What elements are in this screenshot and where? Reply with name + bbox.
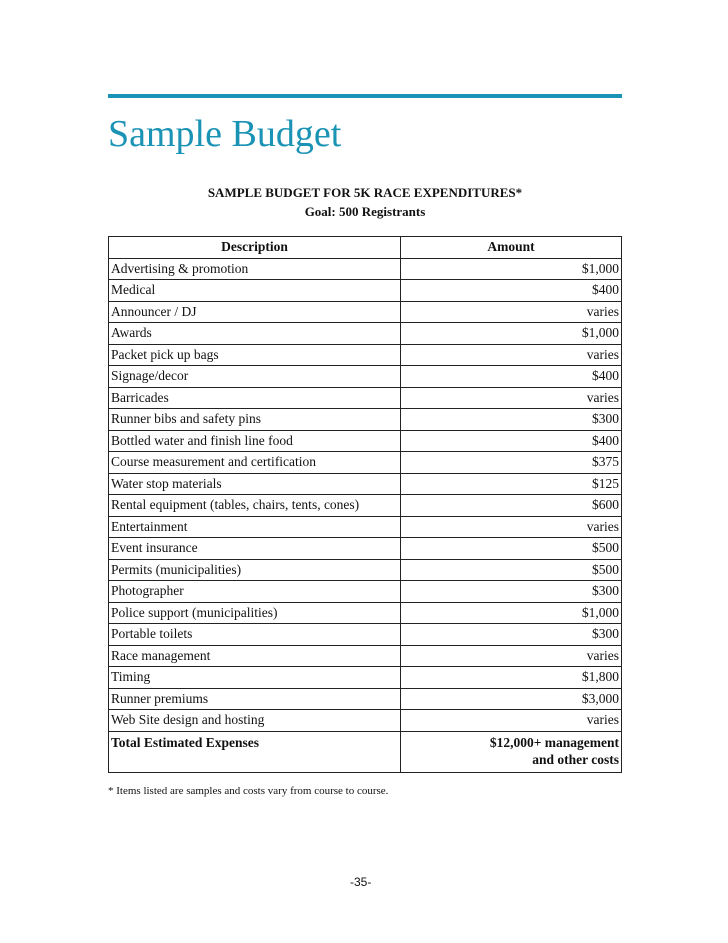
table-row (109, 323, 622, 345)
row-amount: $400 (401, 430, 622, 452)
row-description: Police support (municipalities) (109, 602, 401, 624)
row-description: Signage/decor (109, 366, 401, 388)
column-header-description: Description (109, 237, 401, 259)
table-row (109, 602, 622, 624)
row-amount: $600 (401, 495, 622, 517)
row-description: Timing (109, 667, 401, 689)
table-row (109, 366, 622, 388)
row-description: Web Site design and hosting (109, 710, 401, 732)
header-rule (108, 94, 622, 98)
table-row (109, 581, 622, 603)
row-description: Packet pick up bags (109, 344, 401, 366)
row-amount: $500 (401, 538, 622, 560)
row-description: Course measurement and certification (109, 452, 401, 474)
row-amount: $1,000 (401, 258, 622, 280)
table-row (109, 430, 622, 452)
table-row (109, 473, 622, 495)
row-amount: varies (401, 516, 622, 538)
row-amount: $400 (401, 280, 622, 302)
row-amount: $500 (401, 559, 622, 581)
row-description: Announcer / DJ (109, 301, 401, 323)
subtitle-line-1: SAMPLE BUDGET FOR 5K RACE EXPENDITURES* (207, 185, 523, 200)
row-amount: $300 (401, 624, 622, 646)
table-row (109, 538, 622, 560)
row-amount: $400 (401, 366, 622, 388)
row-description: Bottled water and finish line food (109, 430, 401, 452)
row-amount: $125 (401, 473, 622, 495)
page-title: Sample Budget (108, 113, 342, 155)
subtitle (108, 183, 622, 221)
row-description: Permits (municipalities) (109, 559, 401, 581)
row-description: Barricades (109, 387, 401, 409)
table-row (109, 667, 622, 689)
total-amount-line-1: $12,000+ management (489, 734, 619, 750)
table-row (109, 495, 622, 517)
table-row (109, 301, 622, 323)
table-row (109, 452, 622, 474)
table-row (109, 280, 622, 302)
row-description: Photographer (109, 581, 401, 603)
row-description: Race management (109, 645, 401, 667)
row-description: Water stop materials (109, 473, 401, 495)
footnote: * Items listed are samples and costs vary from course to course. (108, 785, 389, 797)
row-amount: $1,000 (401, 602, 622, 624)
table-row (109, 516, 622, 538)
table-row (109, 258, 622, 280)
page-number: -35- (350, 875, 372, 889)
table-row (109, 710, 622, 732)
row-amount: varies (401, 645, 622, 667)
row-description: Rental equipment (tables, chairs, tents, cones) (109, 495, 401, 517)
row-amount: varies (401, 710, 622, 732)
total-amount (401, 731, 622, 772)
row-amount: $1,800 (401, 667, 622, 689)
row-amount: $300 (401, 409, 622, 431)
subtitle-line-2: Goal: 500 Registrants (304, 204, 426, 219)
row-description: Advertising & promotion (109, 258, 401, 280)
table-row (109, 387, 622, 409)
row-description: Medical (109, 280, 401, 302)
row-description: Runner bibs and safety pins (109, 409, 401, 431)
row-description: Awards (109, 323, 401, 345)
table-row (109, 624, 622, 646)
row-description: Portable toilets (109, 624, 401, 646)
total-label: Total Estimated Expenses (109, 731, 401, 772)
row-amount: $3,000 (401, 688, 622, 710)
budget-table (108, 236, 622, 773)
table-row (109, 688, 622, 710)
row-amount: $375 (401, 452, 622, 474)
table-row (109, 409, 622, 431)
table-row (109, 344, 622, 366)
row-amount: $300 (401, 581, 622, 603)
row-description: Entertainment (109, 516, 401, 538)
column-header-amount: Amount (401, 237, 622, 259)
row-amount: varies (401, 387, 622, 409)
table-row (109, 645, 622, 667)
total-row (109, 731, 622, 772)
table-row (109, 559, 622, 581)
row-amount: varies (401, 301, 622, 323)
row-amount: $1,000 (401, 323, 622, 345)
row-description: Event insurance (109, 538, 401, 560)
row-description: Runner premiums (109, 688, 401, 710)
row-amount: varies (401, 344, 622, 366)
table-header-row (109, 237, 622, 259)
total-amount-line-2: and other costs (532, 751, 619, 767)
